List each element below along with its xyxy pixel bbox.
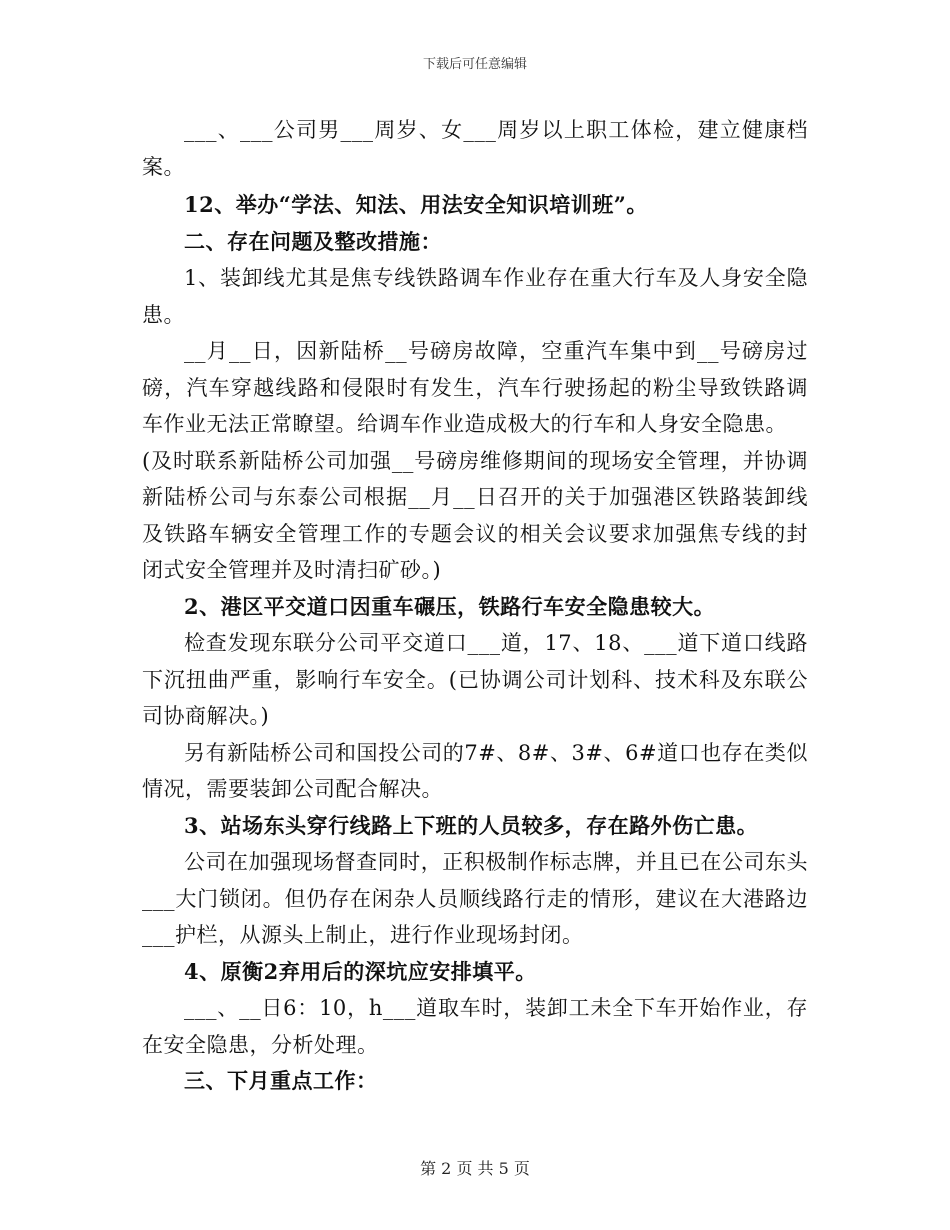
page-header: 下载后可任意编辑 — [422, 57, 527, 72]
paragraph-issue-1: 1、装卸线尤其是焦专线铁路调车作业存在重大行车及人身安全隐患。 — [142, 266, 808, 327]
paragraph-signage: 公司在加强现场督查同时，正积极制作标志牌，并且已在公司东头___大门锁闭。但仍存在闲杂人员顺线路行走的情形，建议在大港路边___护栏，从源头上制止，进行作业现场封闭。 — [142, 850, 808, 947]
heading-issue-4: 4、原衡2弃用后的深坑应安排填平。 — [184, 958, 537, 984]
section-heading-next-month: 三、下月重点工作： — [184, 1068, 378, 1093]
heading-issue-3: 3、站场东头穿行线路上下班的人员较多，存在路外伤亡患。 — [184, 812, 759, 838]
heading-training-class: 12、举办“学法、知法、用法安全知识培训班”。 — [184, 192, 648, 217]
paragraph-weighbridge-fault: __月__日，因新陆桥__号磅房故障，空重汽车集中到__号磅房过磅，汽车穿越线路和侵限时有发生，汽车行驶扬起的粉尘导致铁路调车作业无法正常瞭望。给调车作业造成极大的行车和人身安全隐患。 — [142, 339, 808, 436]
section-heading-problems: 二、存在问题及整改措施： — [184, 228, 442, 254]
document-body — [142, 112, 808, 1100]
paragraph-unloading-incident: ___、__日6：10，h___道取车时，装卸工未全下车开始作业，存在安全隐患，分析处理。 — [142, 996, 808, 1057]
paragraph-measures-1: (及时联系新陆桥公司加强__号磅房维修期间的现场安全管理，并协调新陆桥公司与东泰公司根据__月__日召开的关于加强港区铁路装卸线及铁路车辆安全管理工作的专题会议的相关会议要求加强焦专线的封闭式安全管理并及时清扫矿砂。) — [142, 448, 808, 582]
paragraph-health-check: ___、___公司男___周岁、女___周岁以上职工体检，建立健康档案。 — [142, 118, 808, 179]
paragraph-other-crossings: 另有新陆桥公司和国投公司的7#、8#、3#、6#道口也存在类似情况，需要装卸公司配合解决。 — [142, 740, 808, 801]
heading-issue-2: 2、港区平交道口因重车碾压，铁路行车安全隐患较大。 — [184, 593, 716, 619]
page-number-footer: 第 2 页 共 5 页 — [420, 1159, 530, 1178]
paragraph-crossing-inspection: 检查发现东联分公司平交道口___道，17、18、___道下道口线路下沉扭曲严重，影响行车安全。(已协调公司计划科、技术科及东联公司协商解决。) — [142, 631, 808, 728]
